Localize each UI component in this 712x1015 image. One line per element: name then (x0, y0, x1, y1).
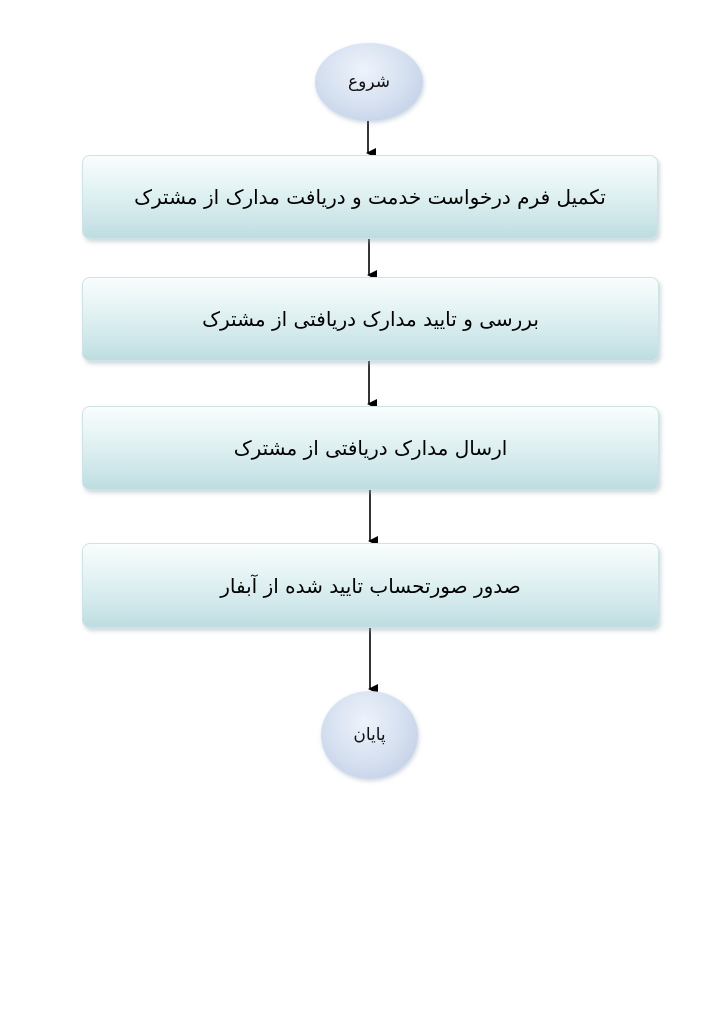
process-step-4-label: صدور صورتحساب تایید شده از آبفار (220, 573, 521, 598)
process-step-1 (82, 155, 658, 239)
process-step-3-label: ارسال مدارک دریافتی از مشترک (233, 436, 508, 460)
start-node (315, 43, 423, 121)
end-node (321, 691, 418, 779)
process-step-2 (82, 277, 659, 361)
process-step-4 (82, 543, 659, 628)
process-step-3 (82, 406, 659, 490)
process-step-2-label: بررسی و تایید مدارک دریافتی از مشترک (202, 307, 539, 331)
start-node-label: شروع (348, 72, 390, 92)
process-step-1-label: تکمیل فرم درخواست خدمت و دریافت مدارک از مشترک (134, 185, 606, 209)
end-node-label: پایان (353, 725, 386, 745)
